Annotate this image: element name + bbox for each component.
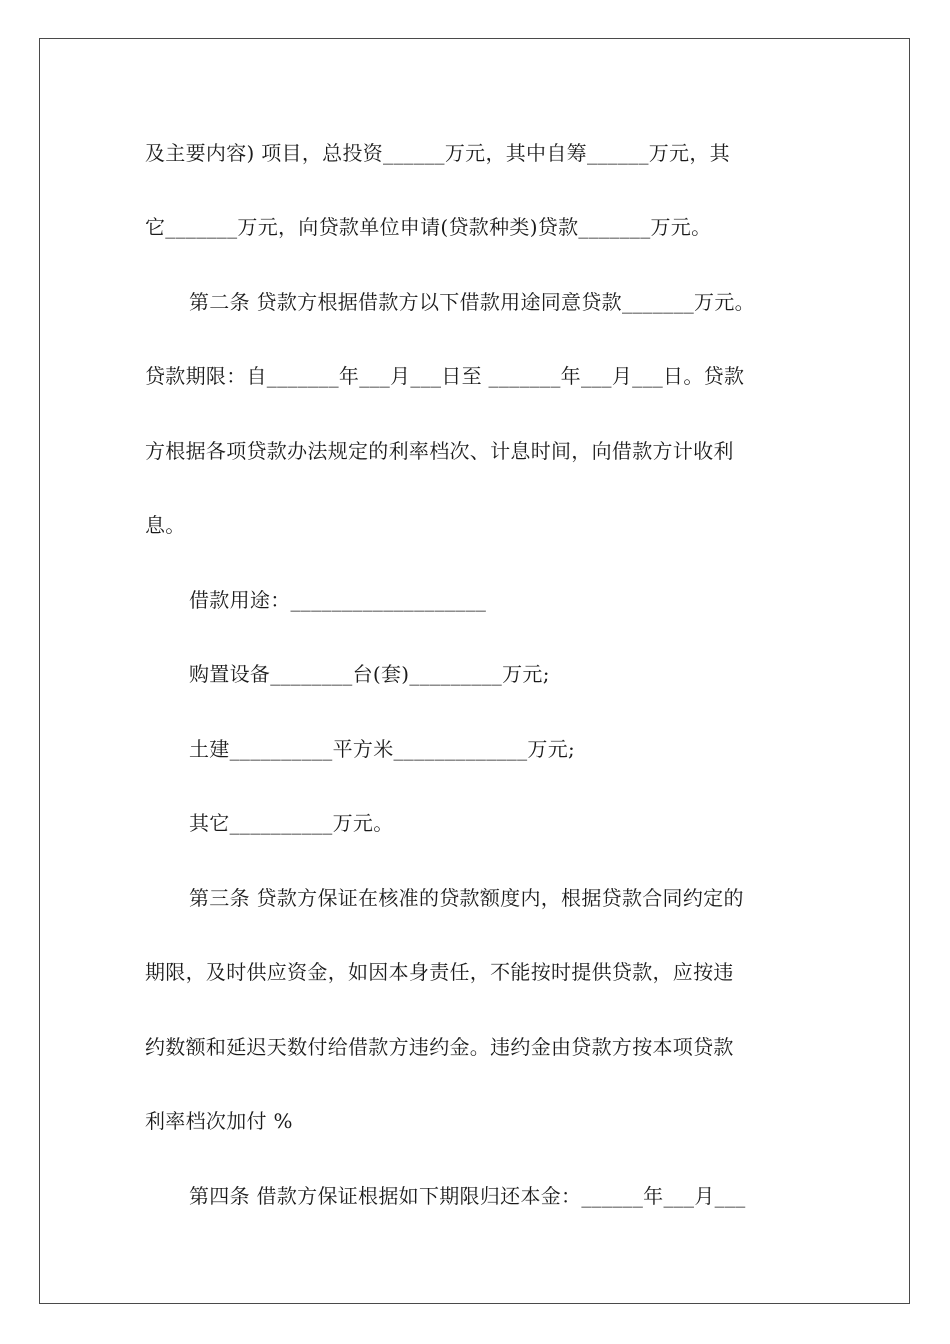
text-line: 第三条 贷款方保证在核准的贷款额度内，根据贷款合同约定的	[189, 886, 744, 910]
text-line: 它_______万元，向贷款单位申请(贷款种类)贷款_______万元。	[145, 215, 712, 239]
text-line: 利率档次加付 %	[145, 1109, 293, 1133]
text-line: 期限，及时供应资金，如因本身责任，不能按时提供贷款，应按违	[145, 960, 734, 984]
text-line: 其它__________万元。	[189, 811, 394, 835]
text-line: 土建__________平方米_____________万元;	[189, 737, 576, 761]
text-line: 方根据各项贷款办法规定的利率档次、计息时间，向借款方计收利	[145, 439, 734, 463]
text-line: 息。	[145, 513, 186, 537]
text-line: 借款用途：___________________	[189, 588, 487, 612]
text-line: 约数额和延迟天数付给借款方违约金。违约金由贷款方按本项贷款	[145, 1035, 734, 1059]
text-line: 及主要内容) 项目，总投资______万元，其中自筹______万元，其	[145, 141, 730, 165]
text-line: 第二条 贷款方根据借款方以下借款用途同意贷款_______万元。	[189, 290, 755, 314]
text-line: 贷款期限：自_______年___月___日至 _______年___月___日。贷款	[145, 364, 745, 388]
text-line: 第四条 借款方保证根据如下期限归还本金：______年___月___	[189, 1184, 746, 1208]
text-line: 购置设备________台(套)_________万元;	[189, 662, 550, 686]
